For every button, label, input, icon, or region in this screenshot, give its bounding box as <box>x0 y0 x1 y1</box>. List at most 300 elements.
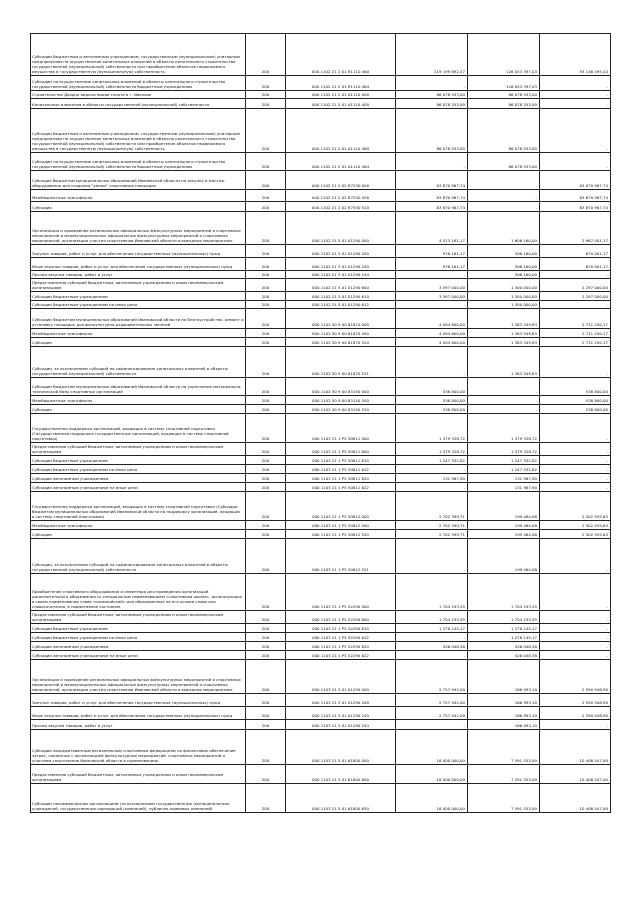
row-classification-code-cell: 000 1103 21 1 P5 52290 600 <box>286 611 396 624</box>
row-approved-amount-cell: 3 597 000,00 <box>396 292 468 301</box>
row-name-cell: Межбюджетные трансферты <box>31 190 246 202</box>
row-classification-code-cell: 000 1102 21 2 01 A1110 460 <box>286 109 396 153</box>
table-row <box>31 474 611 483</box>
row-approved-amount-cell: - <box>396 483 468 492</box>
row-line-code-cell: 200 <box>246 660 286 694</box>
table-row <box>31 694 611 707</box>
row-line-code-cell: 200 <box>246 190 286 202</box>
row-name-cell: Субсидии на осуществление капитальных вложений в объекты капитального строительства государственной (муниципальной) собственности бюджетным учреждениям <box>31 76 246 91</box>
table-row <box>31 574 611 611</box>
row-name-cell: Субсидии <box>31 202 246 212</box>
row-name-cell: Субсидии автономным учреждениям на иные цели <box>31 651 246 660</box>
row-approved-amount-cell: 1 247 332,82 <box>396 456 468 465</box>
row-executed-amount-cell: 426 048,38 <box>468 651 540 660</box>
row-executed-amount-cell: 199 464,08 <box>468 521 540 530</box>
row-unexecuted-amount-cell: - <box>540 539 611 574</box>
row-line-code-cell: 200 <box>246 171 286 190</box>
row-unexecuted-amount-cell: 10 408 447,00 <box>540 765 611 784</box>
row-name-cell: Государственная поддержка организаций, входящих в систему спортивной подготовки (Государственная поддержка государственных организаций, входящих в систему спортивной подготовки) <box>31 414 246 443</box>
row-unexecuted-amount-cell: 2 297 000,00 <box>540 292 611 301</box>
row-name-cell: Государственная поддержка организаций, входящих в систему спортивной подготовки (Субсидии бюджетам муниципальных образований Ивановской области на поддержку организаций, входящих в систему спортивной подготовки) <box>31 492 246 521</box>
row-classification-code-cell: 000 1102 21 2 01 A1110 000 <box>286 91 396 99</box>
row-executed-amount-cell: 1 300 000,00 <box>468 292 540 301</box>
row-classification-code-cell: 000 1102 50 9 00 83150 500 <box>286 396 396 405</box>
row-executed-amount-cell: - <box>468 190 540 202</box>
row-executed-amount-cell: 131 967,90 <box>468 483 540 492</box>
row-unexecuted-amount-cell: - <box>540 271 611 279</box>
row-executed-amount-cell: 1 383 349,83 <box>468 329 540 338</box>
row-classification-code-cell: 000 1102 50 9 00 81870 521 <box>286 347 396 378</box>
row-name-cell: Субсидии бюджетным и автономным учреждениям, государственным (муниципальным) унитарным предприятиям на осуществление капитальных вложений в объекты капитального строительства государственной (муниципальной) собственности или приобретение объектов недвижимого имущества в государственную (муниципальную) собственность <box>31 34 246 76</box>
row-line-code-cell: 200 <box>246 338 286 347</box>
row-executed-amount-cell: 199 464,08 <box>468 530 540 539</box>
table-row <box>31 720 611 730</box>
row-name-cell: Субсидии бюджетам муниципальных образований Ивановской области на укрепление материально-технической базы спортивных организаций <box>31 378 246 396</box>
row-approved-amount-cell: 219 199 892,47 <box>396 34 468 76</box>
row-classification-code-cell: 000 1103 21 1 P5 50811 610 <box>286 456 396 465</box>
row-approved-amount-cell: 131 967,90 <box>396 474 468 483</box>
row-line-code-cell: 200 <box>246 443 286 456</box>
row-name-cell: Субсидии автономным учреждениям на иные цели <box>31 483 246 492</box>
row-line-code-cell: 200 <box>246 109 286 153</box>
row-executed-amount-cell: 1 606 160,00 <box>468 212 540 245</box>
row-executed-amount-cell: 166 993,10 <box>468 720 540 730</box>
row-approved-amount-cell: - <box>396 720 468 730</box>
table-row <box>31 279 611 292</box>
row-classification-code-cell: 000 1102 21 3 01 01290 610 <box>286 292 396 301</box>
row-unexecuted-amount-cell: 83 870 967,74 <box>540 190 611 202</box>
row-name-cell: Субсидии <box>31 530 246 539</box>
row-line-code-cell: 200 <box>246 271 286 279</box>
budget-table-body <box>31 34 611 813</box>
row-name-cell: Субсидии, за исключением субсидий на софинансирование капитальных вложений в объекты государственной (муниципальной) собственности <box>31 347 246 378</box>
row-line-code-cell: 200 <box>246 301 286 309</box>
budget-table <box>30 33 611 813</box>
table-row <box>31 443 611 456</box>
row-unexecuted-amount-cell: 2 502 935,63 <box>540 521 611 530</box>
row-unexecuted-amount-cell: - <box>540 347 611 378</box>
table-row <box>31 347 611 378</box>
row-unexecuted-amount-cell: 2 502 935,63 <box>540 492 611 521</box>
row-approved-amount-cell: - <box>396 301 468 309</box>
row-classification-code-cell: 000 1102 50 9 00 81870 500 <box>286 329 396 338</box>
row-unexecuted-amount-cell: - <box>540 720 611 730</box>
row-approved-amount-cell: 2 702 399,71 <box>396 530 468 539</box>
row-executed-amount-cell: 86 078 553,00 <box>468 109 540 153</box>
row-name-cell: Строительство Дворца водных видов спорта в г. Иванове <box>31 91 246 99</box>
row-line-code-cell: 200 <box>246 414 286 443</box>
row-approved-amount-cell: 83 870 967,74 <box>396 190 468 202</box>
row-unexecuted-amount-cell: - <box>540 611 611 624</box>
row-unexecuted-amount-cell: 2 502 935,63 <box>540 530 611 539</box>
row-classification-code-cell: 000 1102 50 9 00 81870 520 <box>286 338 396 347</box>
row-approved-amount-cell: 976 161,17 <box>396 245 468 258</box>
row-name-cell: Закупка товаров, работ и услуг для обеспечения государственных (муниципальных) нужд <box>31 245 246 258</box>
row-unexecuted-amount-cell: - <box>540 91 611 99</box>
row-classification-code-cell: 000 1103 21 3 01 01290 200 <box>286 694 396 707</box>
row-executed-amount-cell: 1 383 349,83 <box>468 338 540 347</box>
row-classification-code-cell: 000 1102 21 3 01 01290 612 <box>286 301 396 309</box>
table-row <box>31 190 611 202</box>
row-classification-code-cell: 000 1102 21 2 01 R1110 460 <box>286 34 396 76</box>
row-classification-code-cell: 000 1103 21 1 P5 52290 612 <box>286 633 396 642</box>
row-line-code-cell: 200 <box>246 492 286 521</box>
table-row <box>31 611 611 624</box>
row-name-cell: Иные закупки товаров, работ и услуг для обеспечения государственных (муниципальных) нужд <box>31 707 246 720</box>
row-line-code-cell: 200 <box>246 730 286 765</box>
row-unexecuted-amount-cell: 2 590 948,90 <box>540 707 611 720</box>
table-row <box>31 292 611 301</box>
row-unexecuted-amount-cell: - <box>540 109 611 153</box>
row-name-cell: Предоставление субсидий бюджетным, автономным учреждениям и иным некоммерческим организациям <box>31 443 246 456</box>
row-classification-code-cell: 000 1103 21 1 P5 50812 500 <box>286 521 396 530</box>
row-line-code-cell: 200 <box>246 34 286 76</box>
row-classification-code-cell: 000 1103 21 1 P5 52290 622 <box>286 651 396 660</box>
row-classification-code-cell: 000 1102 21 2 02 R7530 000 <box>286 171 396 190</box>
row-name-cell: Иные закупки товаров, работ и услуг для обеспечения государственных (муниципальных) нужд <box>31 258 246 271</box>
row-classification-code-cell: 000 1102 21 2 02 R7530 500 <box>286 190 396 202</box>
row-classification-code-cell: 000 1103 21 1 P5 50811 622 <box>286 483 396 492</box>
row-executed-amount-cell: 199 464,08 <box>468 492 540 521</box>
table-row <box>31 99 611 109</box>
row-name-cell: Организация и проведение региональных официальных физкультурных мероприятий и спортивных мероприятий и межмуниципальных официальных физкультурных мероприятий и спортивных мероприятий, организация участия спортсменов Ивановской области в выездных мероприятиях <box>31 660 246 694</box>
row-name-cell: Субсидии бюджетам муниципальных образований Ивановской области на благоустройство, ремонт и установку площадок для физкультурно-оздоровительных занятий <box>31 309 246 329</box>
row-unexecuted-amount-cell: - <box>540 465 611 474</box>
row-line-code-cell: 200 <box>246 720 286 730</box>
row-name-cell: Межбюджетные трансферты <box>31 329 246 338</box>
row-unexecuted-amount-cell: 2 967 001,17 <box>540 212 611 245</box>
row-approved-amount-cell: 2 702 399,71 <box>396 492 468 521</box>
row-unexecuted-amount-cell: 2 590 948,90 <box>540 694 611 707</box>
row-classification-code-cell: 000 1103 21 1 P5 50811 000 <box>286 414 396 443</box>
row-classification-code-cell: 000 1103 21 3 01 61800 630 <box>286 784 396 813</box>
row-line-code-cell: 200 <box>246 784 286 813</box>
row-unexecuted-amount-cell: 2 711 250,17 <box>540 309 611 329</box>
row-unexecuted-amount-cell: 670 001,17 <box>540 245 611 258</box>
row-line-code-cell: 200 <box>246 292 286 301</box>
row-executed-amount-cell: 1 704 193,55 <box>468 611 540 624</box>
row-unexecuted-amount-cell: 2 297 000,00 <box>540 279 611 292</box>
row-executed-amount-cell: 1 704 193,55 <box>468 574 540 611</box>
table-row <box>31 414 611 443</box>
row-name-cell: Субсидии <box>31 338 246 347</box>
table-row <box>31 271 611 279</box>
row-executed-amount-cell: 1 300 000,00 <box>468 301 540 309</box>
row-classification-code-cell: 000 1103 21 1 P5 50811 612 <box>286 465 396 474</box>
row-classification-code-cell: 000 1102 21 2 01 A1110 464 <box>286 153 396 171</box>
row-name-cell: Субсидии бюджетным учреждениям на иные цели <box>31 465 246 474</box>
row-name-cell: Субсидии автономным учреждениям <box>31 642 246 651</box>
row-executed-amount-cell: - <box>468 171 540 190</box>
row-executed-amount-cell: 1 278 145,17 <box>468 633 540 642</box>
row-approved-amount-cell: - <box>396 76 468 91</box>
row-approved-amount-cell: 538 800,00 <box>396 378 468 396</box>
row-approved-amount-cell: 4 094 600,00 <box>396 329 468 338</box>
row-name-cell: Субсидии <box>31 405 246 414</box>
row-line-code-cell: 200 <box>246 574 286 611</box>
row-line-code-cell: 200 <box>246 99 286 109</box>
row-approved-amount-cell: 2 757 942,00 <box>396 694 468 707</box>
row-unexecuted-amount-cell: - <box>540 574 611 611</box>
row-executed-amount-cell: - <box>468 202 540 212</box>
row-unexecuted-amount-cell: 83 870 967,74 <box>540 202 611 212</box>
row-approved-amount-cell: 538 800,00 <box>396 405 468 414</box>
row-unexecuted-amount-cell: - <box>540 474 611 483</box>
row-unexecuted-amount-cell: - <box>540 624 611 633</box>
row-classification-code-cell: 000 1102 21 2 01 R1110 464 <box>286 76 396 91</box>
row-classification-code-cell: 000 1103 21 1 P5 52290 620 <box>286 642 396 651</box>
row-line-code-cell: 200 <box>246 91 286 99</box>
row-name-cell: Организация и проведение региональных официальных физкультурных мероприятий и спортивных мероприятий и межмуниципальных официальных физкультурных мероприятий и спортивных мероприятий, организация участия спортсменов Ивановской области в выездных мероприятиях <box>31 212 246 245</box>
row-name-cell: Субсидии бюджетным учреждениям <box>31 624 246 633</box>
row-executed-amount-cell: 7 591 553,00 <box>468 730 540 765</box>
row-line-code-cell: 200 <box>246 765 286 784</box>
row-classification-code-cell: 000 1102 50 9 00 83150 000 <box>286 378 396 396</box>
row-unexecuted-amount-cell: 538 800,00 <box>540 396 611 405</box>
row-line-code-cell: 200 <box>246 707 286 720</box>
table-row <box>31 34 611 76</box>
row-name-cell: Предоставление субсидий бюджетным, автономным учреждениям и иным некоммерческим организациям <box>31 279 246 292</box>
row-line-code-cell: 200 <box>246 456 286 465</box>
row-unexecuted-amount-cell: - <box>540 642 611 651</box>
row-approved-amount-cell: 976 161,17 <box>396 258 468 271</box>
row-approved-amount-cell: 1 278 145,17 <box>396 624 468 633</box>
row-line-code-cell: 200 <box>246 202 286 212</box>
row-executed-amount-cell: 306 160,00 <box>468 271 540 279</box>
row-name-cell: Прочая закупка товаров, работ и услуг <box>31 271 246 279</box>
row-executed-amount-cell: 199 464,08 <box>468 539 540 574</box>
table-row <box>31 153 611 171</box>
row-classification-code-cell: 000 1102 21 3 01 01290 200 <box>286 245 396 258</box>
row-unexecuted-amount-cell: 83 870 967,74 <box>540 171 611 190</box>
row-name-cell: Капитальные вложения в объекты государственной (муниципальной) собственности <box>31 99 246 109</box>
row-executed-amount-cell: 1 278 145,17 <box>468 624 540 633</box>
row-line-code-cell: 200 <box>246 651 286 660</box>
row-name-cell: Субсидии бюджетным учреждениям на иные цели <box>31 633 246 642</box>
row-classification-code-cell: 000 1103 21 3 01 61800 600 <box>286 765 396 784</box>
table-row <box>31 258 611 271</box>
row-classification-code-cell: 000 1102 21 3 01 01290 244 <box>286 271 396 279</box>
row-classification-code-cell: 000 1102 21 3 01 01290 000 <box>286 212 396 245</box>
row-line-code-cell: 200 <box>246 405 286 414</box>
row-name-cell: Субсидии, за исключением субсидий на софинансирование капитальных вложений в объекты государственной (муниципальной) собственности <box>31 539 246 574</box>
row-classification-code-cell: 000 1102 21 3 01 01290 600 <box>286 279 396 292</box>
row-approved-amount-cell: 4 094 600,00 <box>396 309 468 329</box>
row-classification-code-cell: 000 1103 21 3 01 01290 240 <box>286 707 396 720</box>
row-unexecuted-amount-cell: - <box>540 651 611 660</box>
table-row <box>31 765 611 784</box>
table-row <box>31 530 611 539</box>
row-line-code-cell: 200 <box>246 611 286 624</box>
row-classification-code-cell: 000 1103 21 1 P5 50811 620 <box>286 474 396 483</box>
row-approved-amount-cell: 2 702 399,71 <box>396 521 468 530</box>
row-classification-code-cell: 000 1103 21 3 01 01290 000 <box>286 660 396 694</box>
row-unexecuted-amount-cell: 670 001,17 <box>540 258 611 271</box>
row-classification-code-cell: 000 1103 21 1 P5 52290 000 <box>286 574 396 611</box>
table-row <box>31 76 611 91</box>
row-unexecuted-amount-cell: 10 408 447,00 <box>540 730 611 765</box>
row-line-code-cell: 200 <box>246 483 286 492</box>
row-unexecuted-amount-cell: 2 590 948,90 <box>540 660 611 694</box>
table-row <box>31 202 611 212</box>
row-executed-amount-cell: - <box>468 396 540 405</box>
row-executed-amount-cell: 86 078 553,00 <box>468 153 540 171</box>
row-approved-amount-cell: 4 573 161,17 <box>396 212 468 245</box>
row-approved-amount-cell: 18 000 000,00 <box>396 784 468 813</box>
table-row <box>31 405 611 414</box>
row-classification-code-cell: 000 1103 21 3 01 01290 244 <box>286 720 396 730</box>
row-approved-amount-cell: 18 000 000,00 <box>396 730 468 765</box>
row-classification-code-cell: 000 1102 50 9 00 81870 000 <box>286 309 396 329</box>
row-executed-amount-cell: 426 048,38 <box>468 642 540 651</box>
row-unexecuted-amount-cell: - <box>540 99 611 109</box>
row-unexecuted-amount-cell: - <box>540 633 611 642</box>
row-executed-amount-cell: 1 379 328,72 <box>468 443 540 456</box>
row-executed-amount-cell: 131 967,90 <box>468 474 540 483</box>
row-classification-code-cell: 000 1103 21 1 P5 50812 000 <box>286 492 396 521</box>
row-unexecuted-amount-cell: - <box>540 414 611 443</box>
table-row <box>31 338 611 347</box>
row-name-cell: Межбюджетные трансферты <box>31 521 246 530</box>
row-name-cell: Приобретение спортивного оборудования и инвентаря для приведения организаций дополнительного образования со специальным наименованием «спортивная школа», использующих в своем наименовании слово «олимпийский» или образованных на его основе слова или словосочетания, в нормативное состояние <box>31 574 246 611</box>
row-name-cell: Прочая закупка товаров, работ и услуг <box>31 720 246 730</box>
row-approved-amount-cell: 18 000 000,00 <box>396 765 468 784</box>
row-executed-amount-cell: 306 160,00 <box>468 245 540 258</box>
table-row <box>31 784 611 813</box>
row-approved-amount-cell: 3 597 000,00 <box>396 279 468 292</box>
row-classification-code-cell: 000 1103 21 3 01 61800 000 <box>286 730 396 765</box>
row-classification-code-cell: 000 1102 21 2 02 R7530 520 <box>286 202 396 212</box>
row-name-cell: Межбюджетные трансферты <box>31 396 246 405</box>
row-executed-amount-cell: 306 160,00 <box>468 258 540 271</box>
table-row <box>31 730 611 765</box>
row-approved-amount-cell: 83 870 967,74 <box>396 171 468 190</box>
row-name-cell: Предоставление субсидий бюджетным, автономным учреждениям и иным некоммерческим организациям <box>31 611 246 624</box>
table-row <box>31 492 611 521</box>
table-row <box>31 329 611 338</box>
row-classification-code-cell: 000 1103 21 1 P5 52290 610 <box>286 624 396 633</box>
row-classification-code-cell: 000 1103 21 1 P5 50812 521 <box>286 539 396 574</box>
row-approved-amount-cell: 538 800,00 <box>396 396 468 405</box>
row-approved-amount-cell: - <box>396 347 468 378</box>
row-line-code-cell: 200 <box>246 329 286 338</box>
row-approved-amount-cell: - <box>396 271 468 279</box>
table-row <box>31 521 611 530</box>
row-line-code-cell: 200 <box>246 347 286 378</box>
row-name-cell: Субсидии бюджетным учреждениям <box>31 456 246 465</box>
row-executed-amount-cell: 166 993,10 <box>468 707 540 720</box>
row-unexecuted-amount-cell: - <box>540 76 611 91</box>
row-approved-amount-cell: 426 048,38 <box>396 642 468 651</box>
row-name-cell: Субсидии бюджетным учреждениям на иные цели <box>31 301 246 309</box>
row-approved-amount-cell: 1 379 328,72 <box>396 414 468 443</box>
row-executed-amount-cell: 7 591 553,00 <box>468 784 540 813</box>
row-name-cell: Субсидия бюджетам муниципальных образований Ивановской области на закупку и монтаж оборудования для создания "умных" спортивных площадок <box>31 171 246 190</box>
table-row <box>31 212 611 245</box>
row-unexecuted-amount-cell: 2 711 250,17 <box>540 338 611 347</box>
table-row <box>31 483 611 492</box>
row-approved-amount-cell: - <box>396 465 468 474</box>
row-name-cell: Субсидии некоммерческим организациям (за исключением государственных (муниципальных) учреждений, государственных корпораций (компаний), публично-правовых компаний) <box>31 784 246 813</box>
row-unexecuted-amount-cell: - <box>540 443 611 456</box>
table-row <box>31 109 611 153</box>
row-unexecuted-amount-cell: - <box>540 456 611 465</box>
table-row <box>31 642 611 651</box>
row-line-code-cell: 200 <box>246 465 286 474</box>
row-unexecuted-amount-cell: 93 146 495,44 <box>540 34 611 76</box>
row-classification-code-cell: 000 1102 21 3 01 01290 240 <box>286 258 396 271</box>
row-executed-amount-cell: 1 379 328,72 <box>468 414 540 443</box>
table-row <box>31 707 611 720</box>
row-line-code-cell: 200 <box>246 153 286 171</box>
row-line-code-cell: 200 <box>246 279 286 292</box>
row-line-code-cell: 200 <box>246 530 286 539</box>
row-executed-amount-cell: 126 053 397,03 <box>468 34 540 76</box>
row-executed-amount-cell: 1 383 349,83 <box>468 309 540 329</box>
row-classification-code-cell: 000 1103 21 1 P5 50811 600 <box>286 443 396 456</box>
row-classification-code-cell: 000 1102 50 9 00 83150 520 <box>286 405 396 414</box>
row-line-code-cell: 200 <box>246 539 286 574</box>
row-approved-amount-cell: 2 757 942,00 <box>396 660 468 694</box>
row-approved-amount-cell: 4 094 600,00 <box>396 338 468 347</box>
row-executed-amount-cell: 1 247 332,82 <box>468 465 540 474</box>
row-executed-amount-cell: - <box>468 378 540 396</box>
row-unexecuted-amount-cell: - <box>540 153 611 171</box>
table-row <box>31 309 611 329</box>
row-name-cell: Субсидии бюджетным учреждениям <box>31 292 246 301</box>
row-approved-amount-cell: 1 379 328,72 <box>396 443 468 456</box>
row-approved-amount-cell: - <box>396 651 468 660</box>
table-row <box>31 633 611 642</box>
table-row <box>31 465 611 474</box>
row-name-cell: Субсидии на осуществление капитальных вложений в объекты капитального строительства государственной (муниципальной) собственности бюджетным учреждениям <box>31 153 246 171</box>
row-approved-amount-cell: - <box>396 539 468 574</box>
row-line-code-cell: 200 <box>246 245 286 258</box>
row-approved-amount-cell: - <box>396 633 468 642</box>
row-line-code-cell: 200 <box>246 521 286 530</box>
row-executed-amount-cell: 1 383 349,83 <box>468 347 540 378</box>
row-executed-amount-cell: - <box>468 405 540 414</box>
budget-report-sheet <box>30 33 610 813</box>
row-unexecuted-amount-cell: 538 800,00 <box>540 378 611 396</box>
row-executed-amount-cell: 86 078 553,00 <box>468 99 540 109</box>
row-unexecuted-amount-cell: 10 408 447,00 <box>540 784 611 813</box>
row-executed-amount-cell: 1 247 332,82 <box>468 456 540 465</box>
row-executed-amount-cell: 166 993,10 <box>468 694 540 707</box>
table-row <box>31 378 611 396</box>
row-line-code-cell: 200 <box>246 212 286 245</box>
row-name-cell: Предоставление субсидий бюджетным, автономным учреждениям и иным некоммерческим организациям <box>31 765 246 784</box>
row-name-cell: Субсидии бюджетным и автономным учреждениям, государственным (муниципальным) унитарным предприятиям на осуществление капитальных вложений в объекты капитального строительства государственной (муниципальной) собственности или приобретение объектов недвижимого имущества в государственную (муниципальную) собственность <box>31 109 246 153</box>
row-approved-amount-cell: 2 757 942,00 <box>396 707 468 720</box>
row-unexecuted-amount-cell: - <box>540 483 611 492</box>
row-executed-amount-cell: 126 053 397,03 <box>468 76 540 91</box>
row-line-code-cell: 200 <box>246 76 286 91</box>
row-line-code-cell: 200 <box>246 378 286 396</box>
row-approved-amount-cell: 86 078 553,00 <box>396 109 468 153</box>
row-line-code-cell: 200 <box>246 694 286 707</box>
row-line-code-cell: 200 <box>246 642 286 651</box>
row-classification-code-cell: 000 1102 21 2 01 A1110 400 <box>286 99 396 109</box>
table-row <box>31 456 611 465</box>
table-row <box>31 396 611 405</box>
table-row <box>31 651 611 660</box>
row-unexecuted-amount-cell: - <box>540 301 611 309</box>
table-row <box>31 171 611 190</box>
row-name-cell: Закупка товаров, работ и услуг для обеспечения государственных (муниципальных) нужд <box>31 694 246 707</box>
row-classification-code-cell: 000 1103 21 1 P5 50812 520 <box>286 530 396 539</box>
row-executed-amount-cell: 1 300 000,00 <box>468 279 540 292</box>
